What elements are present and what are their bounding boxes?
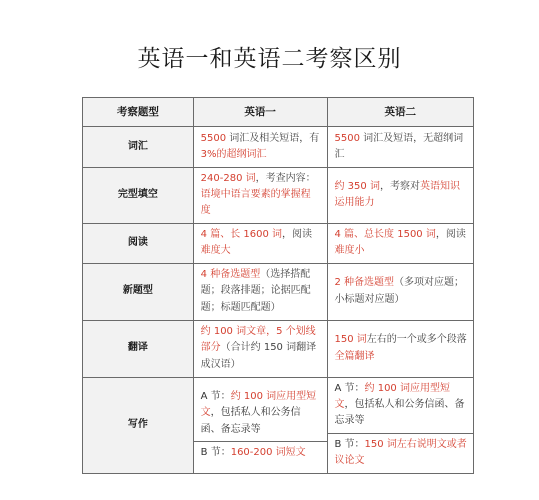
- cloze-e2-text: ，考察对: [379, 181, 420, 193]
- translation-e1-highlight: 约 100 词文章，5 个划线部分: [200, 326, 316, 354]
- new-type-e2-text: （多项对应题；小标题对应题）: [334, 277, 465, 305]
- writing-e1-part-b: [194, 442, 327, 463]
- writing-e1-part-b-highlight: 160-200 词短文: [230, 446, 306, 458]
- writing-e2-part-b: [328, 434, 474, 471]
- table-row-cloze: [83, 168, 474, 224]
- header-category: 考察题型: [83, 98, 194, 127]
- row-label-vocab: 词汇: [83, 127, 194, 168]
- writing-e2-part-a: [328, 379, 474, 434]
- table-row-translation: [83, 320, 474, 377]
- table-row-reading: [83, 223, 474, 263]
- writing-e1-part-b-prefix: B 节：: [200, 446, 231, 458]
- translation-e2-text: 左右的一个或多个段落: [366, 334, 467, 346]
- writing-e1-part-a-highlight: 约 100 词应用型短文: [200, 391, 317, 419]
- writing-e1-part-a: [194, 387, 327, 442]
- reading-e2-highlight-2: 难度小: [334, 245, 365, 257]
- vocab-english-1: [193, 127, 327, 168]
- cloze-e2-highlight: 约 350 词: [334, 181, 380, 193]
- new-type-e1-highlight: 4 种备选题型: [200, 269, 261, 281]
- vocab-e1-text: 词汇及相关短语，有: [226, 132, 320, 144]
- vocab-e2-highlight: 5500: [334, 132, 360, 144]
- writing-e2-part-a-prefix: A 节：: [334, 383, 365, 395]
- new-type-e2-highlight: 2 种备选题型: [334, 277, 395, 289]
- cloze-e1-highlight-2: 语境中语言要素的掌握程度: [200, 189, 311, 217]
- vocab-e1-highlight-2: 3%的超纲词汇: [200, 149, 267, 160]
- reading-e1-highlight-2: 难度大: [200, 245, 231, 257]
- row-label-translation: 翻译: [83, 320, 194, 377]
- cloze-e1-highlight: 240-280 词: [200, 173, 256, 184]
- page-title: 英语一和英语二考察区别: [137, 46, 402, 72]
- writing-english-1: [193, 377, 327, 473]
- writing-e1-part-a-prefix: A 节：: [200, 391, 231, 403]
- table-row-writing: [83, 377, 474, 473]
- row-label-writing: 写作: [83, 377, 194, 473]
- new-type-english-1: [193, 263, 327, 320]
- vocab-english-2: [327, 127, 474, 168]
- comparison-table: [82, 97, 474, 474]
- header-english-2: 英语二: [327, 98, 474, 127]
- reading-english-2: [327, 223, 474, 263]
- translation-e2-highlight: 150 词: [334, 334, 367, 346]
- table-row-new-type: [83, 263, 474, 320]
- translation-english-1: [193, 320, 327, 377]
- reading-e1-highlight: 4 篇、长 1600 词: [200, 228, 283, 240]
- table-row-vocab: [83, 127, 474, 168]
- cloze-e1-text: ，考查内容：: [255, 173, 316, 184]
- writing-english-2: [327, 377, 474, 473]
- reading-e2-text: ，阅读: [435, 228, 466, 240]
- cloze-english-1: [193, 168, 327, 224]
- vocab-e1-highlight: 5500: [200, 132, 227, 144]
- reading-e1-text: ，阅读: [282, 228, 313, 240]
- reading-e2-highlight: 4 篇、总长度 1500 词: [334, 228, 436, 240]
- writing-e1-part-a-text: ，包括私人和公务信函、备忘录等: [200, 407, 301, 435]
- translation-english-2: [327, 320, 474, 377]
- vocab-e2-text: 词汇及短语，无超纲词汇: [334, 132, 464, 160]
- writing-e2-part-a-highlight: 约 100 词应用型短文: [334, 383, 450, 411]
- cloze-e2-highlight-2: 英语知识运用能力: [334, 181, 460, 209]
- new-type-english-2: [327, 263, 474, 320]
- reading-english-1: [193, 223, 327, 263]
- row-label-new-type: 新题型: [83, 263, 194, 320]
- writing-e2-part-b-prefix: B 节：: [334, 438, 365, 450]
- cloze-english-2: [327, 168, 474, 224]
- writing-e2-part-a-text: ，包括私人和公务信函、备忘录等: [334, 399, 465, 427]
- table-header-row: [83, 98, 474, 127]
- row-label-reading: 阅读: [83, 223, 194, 263]
- row-label-cloze: 完型填空: [83, 168, 194, 224]
- translation-e1-text: （合计约 150 词翻译成汉语）: [200, 342, 317, 370]
- translation-e2-highlight-2: 全篇翻译: [334, 350, 375, 362]
- header-english-1: 英语一: [193, 98, 327, 127]
- writing-e2-part-b-highlight: 150 词左右说明文或者议论文: [334, 438, 467, 466]
- new-type-e1-text: （选择搭配题；段落排题；论据匹配题；标题匹配题）: [200, 269, 311, 313]
